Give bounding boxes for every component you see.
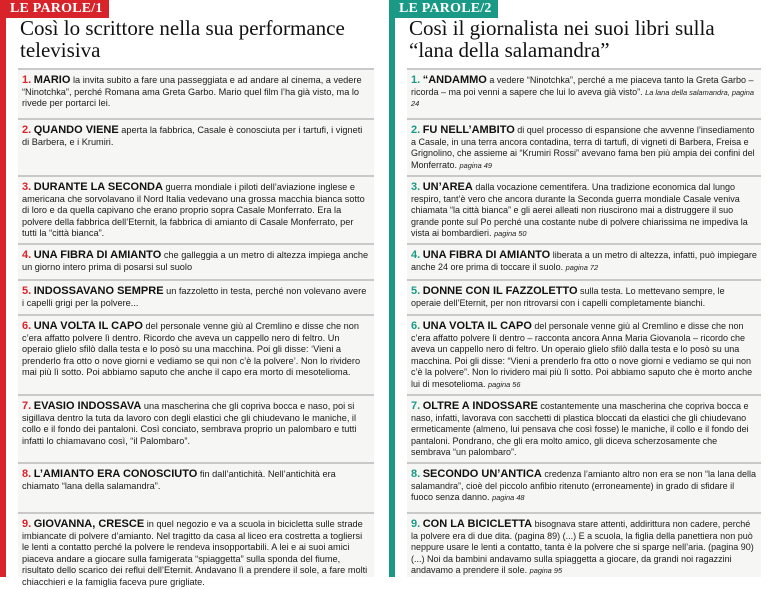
left-item-9 <box>18 512 374 587</box>
left-item-2 <box>18 118 374 175</box>
page-reference: pagina 50 <box>494 229 527 239</box>
item-number: 7. <box>411 400 421 412</box>
item-number: 1. <box>22 74 32 86</box>
item-text: di quel processo di espansione che avvenne l’insediamento a Casale, in una terra ancora contadina, terra di tartufi, di vigneti di Barbera, Freisa e Grignolino, che assieme ai “Krumiri Rossi” avevano fama ben più ampia dei confini del Monferrato. <box>411 125 755 170</box>
item-number: 4. <box>22 249 32 261</box>
left-item-7 <box>18 394 374 462</box>
item-lead: UN’AREA <box>422 181 473 193</box>
item-lead: INDOSSAVANO SEMPRE <box>33 285 164 297</box>
right-column <box>389 0 767 577</box>
page-reference: pagina 72 <box>565 262 599 272</box>
item-text: guerra mondiale i piloti dell’aviazione inglese e americana che sorvolavano il Nord Italia vedevano una grossa macchia bianca sotto di loro e da quella capivano che erano proprio sopra Casale Monferrato. Era la polvere della fabbrica dell’Eternit, la fabbrica di amianto di Casale Monferrato, per tutti la “città bianca”. <box>22 182 365 239</box>
left-banner: LE PAROLE/1 <box>6 0 109 18</box>
item-number: 3. <box>22 181 32 193</box>
item-lead: “ANDAMMO <box>422 74 487 86</box>
page-reference: La lana della salamandra, pagina 24 <box>411 87 755 109</box>
item-number: 9. <box>411 518 421 530</box>
item-lead: MARIO <box>33 74 71 86</box>
item-lead: UNA FIBRA DI AMIANTO <box>422 249 551 261</box>
left-item-1 <box>18 68 374 118</box>
item-lead: GIOVANNA, CRESCE <box>33 518 145 530</box>
right-item-9 <box>407 512 761 577</box>
item-number: 6. <box>22 320 32 332</box>
right-item-7 <box>407 394 761 462</box>
item-text: sulla testa. Lo mettevano sempre, le operaie dell’Eternit, per non ritrovarsi con i capelli completamente bianchi. <box>411 286 725 308</box>
item-number: 2. <box>411 124 421 136</box>
left-headline: Così lo scrittore nella sua performance televisiva <box>20 16 345 62</box>
left-header <box>6 0 380 64</box>
page-reference: pagina 49 <box>459 160 493 170</box>
left-item-6 <box>18 314 374 394</box>
item-lead: CON LA BICICLETTA <box>422 518 533 530</box>
item-lead: OLTRE A INDOSSARE <box>422 400 538 412</box>
item-text: una mascherina che gli copriva bocca e naso, poi si sigillava dentro la tuta da lavoro con degli elastici che gli chiudevano le maniche, il collo e il fondo dei pantaloni. Così conciato, sembrava proprio un palombaro e tutti infatti lo chiamavano così, “il Palombaro”. <box>22 401 357 446</box>
item-text: credenza l’amianto altro non era se non “la lana della salamandra”, cioè del piccolo anfibio ritenuto (erroneamente) in grado di sfidare il fuoco senza danno. <box>411 469 757 503</box>
item-number: 4. <box>411 249 421 261</box>
item-text: liberata a un metro di altezza, infatti, può impiegare anche 24 ore prima di toccare il suolo. <box>411 250 757 272</box>
right-item-1 <box>407 68 761 118</box>
item-lead: QUANDO VIENE <box>33 124 119 136</box>
left-item-3 <box>18 175 374 243</box>
page-reference: pagina 95 <box>529 566 563 576</box>
item-number: 2. <box>22 124 32 136</box>
item-text: che galleggia a un metro di altezza impiega anche un giorno intero prima di posarsi sul suolo <box>22 250 369 272</box>
item-text: dalla vocazione cementifera. Una tradizione economica dal lungo respiro, tant’è vero che ancora durante la Seconda guerra mondiale Casale veniva chiamata “la città bianca” e gli aerei alleati non riuscirono mai a distruggere il suo grande ponte sul Po perché una costante nube di polvere chiarissima ne impediva la vista ai bombardieri. <box>411 182 748 239</box>
left-accent-bar <box>0 0 6 577</box>
item-number: 6. <box>411 320 421 332</box>
item-lead: L’AMIANTO ERA CONOSCIUTO <box>33 468 198 480</box>
item-lead: FU NELL’AMBITO <box>422 124 515 136</box>
left-item-4 <box>18 243 374 279</box>
item-text: del personale venne giù al Cremlino e disse che non c’era affatto polvere lì dentro – racconta ancora Anna Maria Giovanola – ricordo che aveva un cappello nero di feltro. Un operaio glielo sfilò dalla testa e lo posò su una macchina. Poi gli disse: “Vieni a prenderlo fra otto o nove giorni e vediamo se qui non c’è la polvere”. Non lo rividero mai più lì sotto. Poi abbiamo saputo che è morto anche lui di mesotelioma. <box>411 321 753 389</box>
item-number: 5. <box>22 285 32 297</box>
item-text: a vedere “Ninotchka”, perché a me piaceva tanto la Greta Garbo – ricorda – ma poi venni a sapere che lui lo aveva già visto”. <box>411 75 754 97</box>
right-header <box>395 0 767 64</box>
item-lead: EVASIO INDOSSAVA <box>33 400 142 412</box>
page-reference: pagina 48 <box>492 493 525 503</box>
item-number: 8. <box>411 468 421 480</box>
right-item-6 <box>407 314 761 394</box>
right-item-4 <box>407 243 761 279</box>
right-item-3 <box>407 175 761 243</box>
item-lead: DURANTE LA SECONDA <box>33 181 163 193</box>
item-text: in quel negozio e va a scuola in bicicletta sulle strade imbiancate di polvere d’amianto. Nel tragitto da casa al liceo era costretta a togliersi le lenti a contatto perché la polvere le rendeva insopportabili. A lei e ai suoi amici piaceva andare a giocare sulla famigerata “spiaggetta” sulla sponda del fiume, risultato dello scarico dei reflui dell’Eternit. Andavano lì a prendere il sole, a fare molti chiacchieri e la famiglia faceva pure grigliate. <box>22 519 368 587</box>
item-number: 5. <box>411 285 421 297</box>
right-item-2 <box>407 118 761 175</box>
item-lead: SECONDO UN’ANTICA <box>422 468 542 480</box>
item-number: 9. <box>22 518 32 530</box>
item-number: 8. <box>22 468 32 480</box>
right-accent-bar <box>389 0 395 577</box>
item-number: 3. <box>411 181 421 193</box>
right-headline: Così il giornalista nei suoi libri sulla “lana della salamandra” <box>409 16 715 62</box>
item-text: fin dall’antichità. Nell’antichità era chiamato “lana della salamandra”. <box>22 469 336 491</box>
item-lead: UNA VOLTA IL CAPO <box>33 320 143 332</box>
item-number: 1. <box>411 74 421 86</box>
item-text: del personale venne giù al Cremlino e disse che non c’era affatto polvere lì dentro. Ricordo che aveva un cappello nero di feltro. Un operaio glielo sfilò dalla testa e lo posò su una macchina. Poi gli disse: ‘Vieni a prenderlo fra otto o nove giorni e vediamo se qui non c’è la polvere’. Non lo rividero mai più lì sotto. Poi abbiamo saputo che anche il capo era morto di mesotelioma. <box>22 321 361 378</box>
item-text: aperta la fabbrica, Casale è conosciuta per i tartufi, i vigneti di Barbera, e i Krumiri. <box>22 125 363 147</box>
item-text: bisognava stare attenti, addirittura non cadere, perché la polvere era di due dita. (pagina 89) (...) E a scuola, la figlia della panettiera non può neppure usare le lenti a contatto, tanta è la polvere che si sparge nell’aria. (pagina 90) (...) Noi da bambini andavamo sulla spiaggetta a giocare, da grandi noi ragazzini andavamo a prendere il sole. <box>411 519 754 576</box>
item-lead: UNA VOLTA IL CAPO <box>422 320 532 332</box>
page-reference: pagina 56 <box>488 379 521 389</box>
item-text: la invita subito a fare una passeggiata e ad andare al cinema, a vedere “Ninotchka”, perché Romana ama Greta Garbo. Mario quel film l’ha già visto, ma lo rivede per portarci lei. <box>22 75 362 109</box>
left-item-8 <box>18 462 374 512</box>
right-item-5 <box>407 279 761 314</box>
item-text: un fazzoletto in testa, perché non volevano avere i capelli grigi per la polvere... <box>22 286 367 308</box>
item-number: 7. <box>22 400 32 412</box>
column-gutter <box>380 0 389 577</box>
item-lead: UNA FIBRA DI AMIANTO <box>33 249 162 261</box>
item-text: costantemente una mascherina che copriva bocca e naso, infatti, lavorava con sacchetti di plastica bloccati da elastici che gli chiudevano ermeticamente (almeno, lui pensava che così fosse) le maniche, il collo e il fondo dei pantaloni. Pondrano, che gli era molto amico, gli diceva scherzosamente che sembrava “un palombaro”. <box>411 401 749 458</box>
right-item-8 <box>407 462 761 512</box>
left-item-5 <box>18 279 374 314</box>
right-banner: LE PAROLE/2 <box>395 0 498 18</box>
item-lead: DONNE CON IL FAZZOLETTO <box>422 285 578 297</box>
left-column <box>0 0 380 587</box>
